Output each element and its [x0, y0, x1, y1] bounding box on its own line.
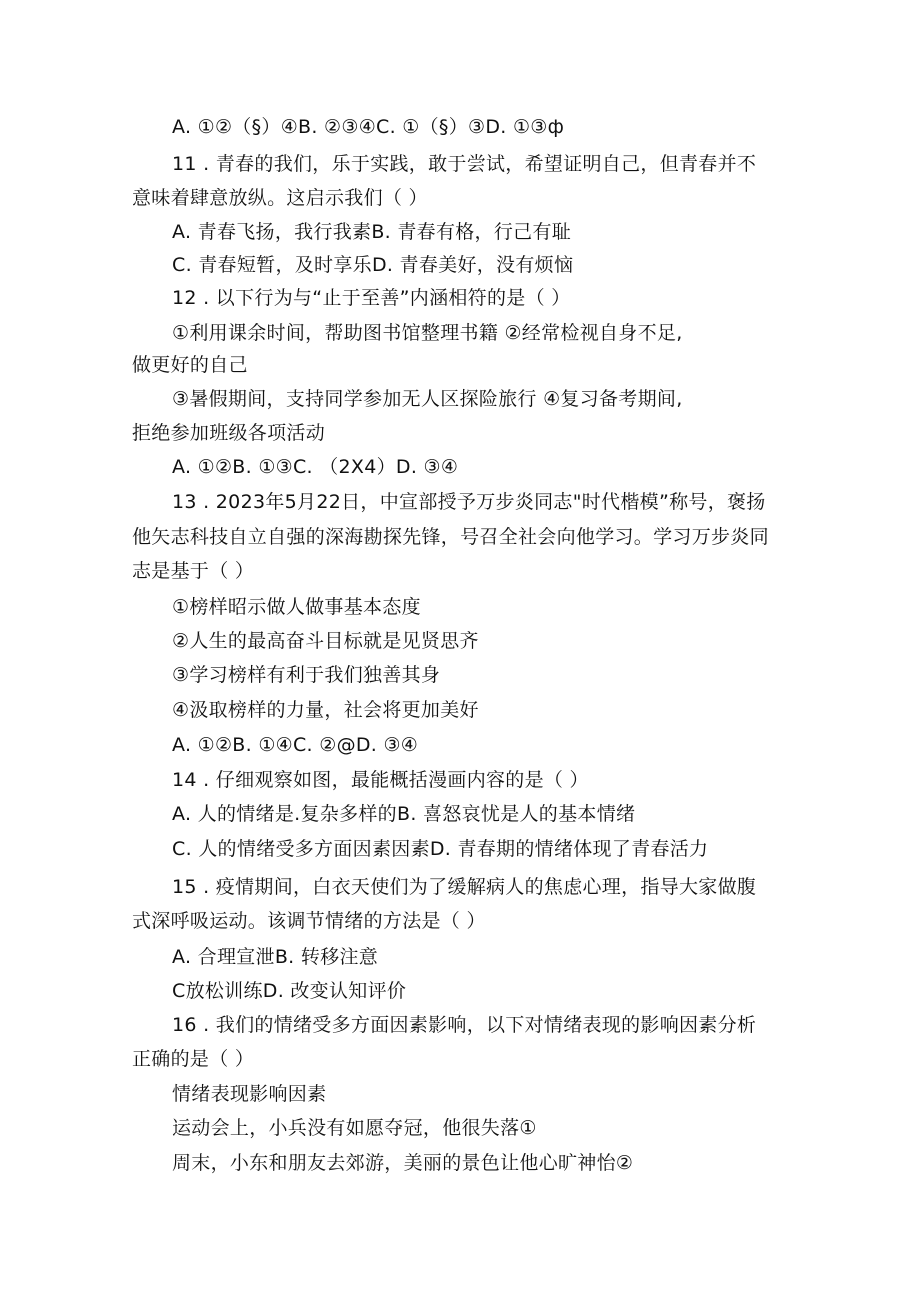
q13-stem-line2: 他矢志科技自立自强的深海勘探先锋，号召全社会向他学习。学习万步炎同 [132, 526, 769, 548]
q12-item-2-cont: 做更好的自己 [132, 354, 248, 376]
q15-options-cd: C放松训练D. 改变认知评价 [172, 980, 407, 1002]
q14-options-ab: A. 人的情绪是.复杂多样的B. 喜怒哀忧是人的基本情绪 [172, 803, 636, 825]
q11-stem-line2: 意味着肆意放纵。这启示我们（ ） [132, 187, 428, 209]
q13-item-1: ①榜样昭示做人做事基本态度 [172, 596, 421, 618]
q11-stem-line1: 11 . 青春的我们，乐于实践，敢于尝试，希望证明自己，但青春并不 [172, 153, 757, 175]
q14-options-cd: C. 人的情绪受多方面因素因素D. 青春期的情绪体现了青春活力 [172, 838, 709, 860]
q12-item-1-2: ①利用课余时间，帮助图书馆整理书籍 ②经常检视自身不足, [172, 322, 683, 344]
q12-options: A. ①②B. ①③C. （2X4）D. ③④ [172, 456, 459, 478]
q13-item-2: ②人生的最高奋斗目标就是见贤思齐 [172, 630, 479, 652]
q15-options-ab: A. 合理宣泄B. 转移注意 [172, 946, 379, 968]
q16-stem-line2: 正确的是（ ） [132, 1048, 255, 1070]
q13-options: A. ①②B. ①④C. ②@D. ③④ [172, 734, 419, 756]
q14-stem: 14 . 仔细观察如图，最能概括漫画内容的是（ ） [172, 769, 589, 791]
q11-options-cd: C. 青春短暂，及时享乐D. 青春美好，没有烦恼 [172, 254, 574, 276]
q16-table-header: 情绪表现影响因素 [172, 1083, 327, 1105]
q12-stem: 12 . 以下行为与“止于至善”内涵相符的是（ ） [172, 287, 571, 309]
q15-stem-line2: 式深呼吸运动。该调节情绪的方法是（ ） [132, 910, 486, 932]
q16-table-row-2: 周末，小东和朋友去郊游，美丽的景色让他心旷神怡② [172, 1152, 634, 1174]
q13-stem-line3: 志是基于（ ） [132, 560, 255, 582]
q10-options: A. ①②（§）④B. ②③④C. ①（§）③D. ①③ф [172, 116, 565, 138]
q15-stem-line1: 15 . 疫情期间，白衣天使们为了缓解病人的焦虑心理，指导大家做腹 [172, 876, 757, 898]
q13-stem-line1: 13 . 2023年5月22日，中宣部授予万步炎同志"时代楷模”称号，褒扬 [172, 491, 766, 513]
q13-item-4: ④汲取榜样的力量，社会将更加美好 [172, 699, 479, 721]
q12-item-3-4: ③暑假期间，支持同学参加无人区探险旅行 ④复习备考期间, [172, 388, 683, 410]
q13-item-3: ③学习榜样有利于我们独善其身 [172, 664, 441, 686]
q11-options-ab: A. 青春飞扬，我行我素B. 青春有格，行己有耻 [172, 221, 572, 243]
q16-stem-line1: 16 . 我们的情绪受多方面因素影响，以下对情绪表现的影响因素分析 [172, 1014, 757, 1036]
q12-item-4-cont: 拒绝参加班级各项活动 [132, 422, 326, 444]
q16-table-row-1: 运动会上，小兵没有如愿夺冠，他很失落① [172, 1117, 537, 1139]
